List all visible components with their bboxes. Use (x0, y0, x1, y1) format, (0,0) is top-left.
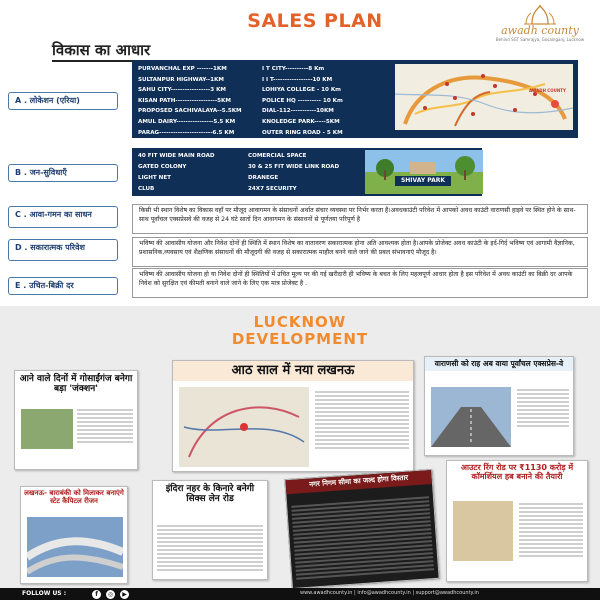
news-clipping (446, 460, 588, 582)
amenity-item: LIGHT NET (138, 175, 171, 181)
page-title: SALES PLAN (247, 10, 383, 32)
clipping-headline: इंदिरा नहर के किनारे बनेगी सिक्स लेन रोड (165, 484, 255, 504)
clipping-headline: आने वाले दिनों में गोसाईंगंज बनेगा बड़ा 'जंक्शन' (19, 374, 133, 394)
amenity-item: CLUB (138, 186, 155, 192)
label-amenities: B . जन-सुविधाएँ (8, 164, 118, 182)
park-illustration (365, 150, 483, 194)
location-map (395, 64, 573, 130)
location-item: AMUL DAIRY----------------5.5 KM (138, 119, 236, 125)
youtube-icon[interactable]: ▶ (120, 590, 129, 599)
amenity-item: 24X7 SECURITY (248, 186, 297, 192)
clipping-photo (21, 409, 73, 449)
section-heading: विकास का आधार (52, 41, 151, 59)
location-item: SULTANPUR HIGHWAY--1KM (138, 76, 224, 83)
location-item: PURVANCHAL EXP -------1KM (138, 66, 227, 72)
clipping-photo (453, 501, 513, 561)
clipping-map (179, 387, 309, 467)
location-item: POLICE HQ ---------- 10 Km (262, 97, 343, 104)
news-clipping (20, 486, 128, 584)
news-clipping (284, 469, 439, 589)
news-clipping (152, 480, 268, 580)
location-item: SAHU CITY-----------------3 KM (138, 87, 226, 94)
location-item: PARAG-----------------------6.5 KM (138, 129, 235, 136)
news-clipping (14, 370, 138, 470)
map-graphic (395, 64, 573, 130)
amenity-item: GATED COLONY (138, 164, 187, 170)
expressway-illustration (431, 387, 511, 447)
label-transport: C . आवा-गमन का साधन (8, 206, 118, 228)
follow-label: FOLLOW US : (22, 590, 67, 597)
instagram-icon[interactable]: ◎ (107, 591, 114, 598)
label-location: A . लोकेशन (एरिया) (8, 92, 118, 110)
clipping-headline: नगर निगम सीमा का जल्द होगा विस्तार (285, 470, 432, 494)
label-fair-rate: E . उचित-बिक्री दर (8, 277, 118, 295)
location-item: KISAN PATH------------------5KM (138, 97, 231, 104)
development-title (200, 314, 400, 347)
news-clipping (424, 356, 574, 456)
footer-bar (0, 588, 600, 600)
clipping-photo (431, 387, 511, 447)
map-marker-label: AWADH COUNTY (529, 88, 566, 93)
paragraph-transport: किसी भी स्थान विशेष का विकास वहाँ पर मौजूद आवागमन के संसाधनों अर्थात संचार व्यवस्था पर निर्भर करता है।अवधकाउंटी परिवेश में आपको अवध काउंटी वाराणसी हाइवे पर स्थित होने के साथ-साथ पूर्वांचल एक्सप्रेसवे की वजह से 24 घंटे सातों दिन आवागमन के संसाधनों से पूर्णतया परिपूर्ण है (132, 204, 588, 234)
clipping-headline: आउटर रिंग रोड पर ₹1130 करोड़ में कॉमर्शियल हब बनाने की तैयारी (460, 463, 574, 481)
label-environment: D . सकारात्मक परिवेश (8, 239, 118, 261)
location-item: DIAL-112-----------10KM (262, 108, 334, 115)
park-image (365, 150, 483, 194)
development-title-line1: LUCKNOW (253, 313, 347, 331)
location-item: OUTER RING ROAD - 5 KM (262, 129, 343, 136)
clipping-headline: लखनऊ- बाराबंकी को मिलाकर बनाएंगे स्टेट कैपिटल रीजन (24, 489, 124, 505)
location-item: PROPOSED SACHIVALAYA--5.5KM (138, 108, 242, 115)
clipping-headline: आठ साल में नया लखनऊ (173, 361, 413, 381)
amenity-item: 40 FIT WIDE MAIN ROAD (138, 153, 215, 159)
location-item: LOHIYA COLLEGE - 10 Km (262, 87, 342, 94)
amenity-item: 30 & 25 FIT WIDE LINK ROAD (248, 164, 340, 170)
brand-tagline: Behind SGT Samrajya, Gosainganj, Lucknow (495, 37, 585, 42)
location-item: I I T-----------------10 KM (262, 76, 333, 83)
contact-info: www.awadhcounty.in | info@awadhcounty.in | support@awadhcounty.in (300, 590, 479, 596)
amenity-item: DRANEGE (248, 175, 279, 181)
location-item: KNOLEDGE PARK-----5KM (262, 119, 340, 125)
facebook-icon[interactable]: f (92, 590, 101, 599)
clipping-photo (27, 517, 123, 577)
park-label: SHIVAY PARK (395, 176, 451, 186)
amenity-item: COMERCIAL SPACE (248, 153, 307, 159)
highway-illustration (27, 517, 123, 577)
brand-name: awadh county (501, 24, 579, 37)
clipping-map-graphic (179, 387, 309, 467)
brand-logo (490, 4, 590, 54)
paragraph-fair-rate: भविष्य की आवासीय योजना हो या निवेश दोनों ही स्थितियों में उचित मूल्य पर की गई खरीदारी ही भविष्य के बचत के लिए महत्वपूर्ण आधार होता है इस परिवेश में अवध काउंटी का बिक्री दर आपके निवेश को सुरक्षित एवं कीमती बनाने वाले जाने के लिए एक मात्र प्रोजेक्ट है . (132, 268, 588, 298)
clipping-headline: वाराणसी को राह अब वाया पूर्वांचल एक्सप्रेस-वे (425, 357, 573, 371)
temple-icon (520, 4, 560, 26)
paragraph-environment: भविष्य की आवासीय योजना और निवेश दोनों ही स्थिति में स्थान विशेष का वातावरण सकारात्मक होना अति आवश्यक होता है।आपके प्रोजेक्ट अवध काउंटी के इर्द-गिर्द भविष्य एवं आगामी वैज्ञानिक, प्रशासनिक,व्यवसाय एवं शैक्षणिक संसाधनों की मौजूदगी की वजह से सकारात्मक माहौल बनने वाले जाने की प्रबल संभावनाएं मौजूद है। (132, 237, 588, 267)
location-item: I T CITY----------8 Km (262, 66, 325, 72)
news-clipping (172, 360, 414, 472)
development-title-line2: DEVELOPMENT (231, 329, 369, 348)
